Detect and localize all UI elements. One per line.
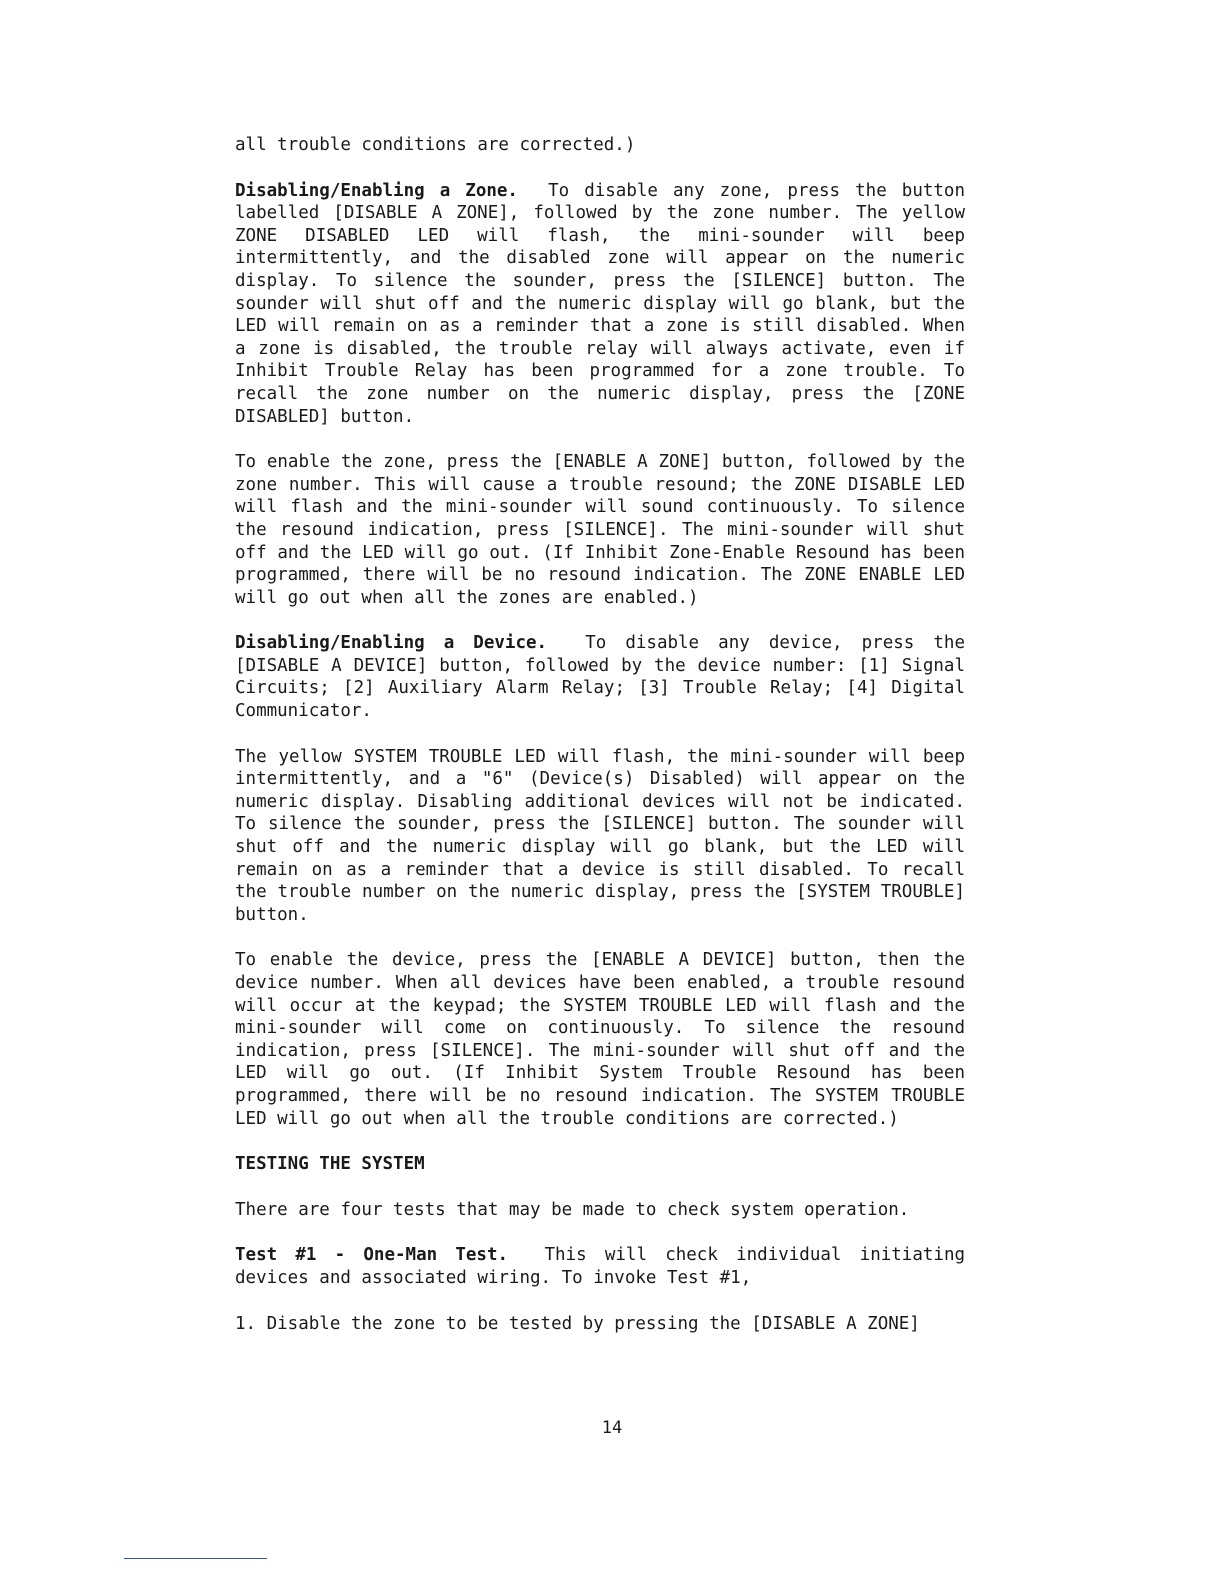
page-number: 14 — [601, 1418, 623, 1438]
paragraph-test-1 — [235, 1244, 965, 1289]
list-item-step-1: 1. Disable the zone to be tested by pressing the [DISABLE A ZONE] — [235, 1313, 920, 1334]
document-body — [235, 134, 965, 1358]
paragraph-four-tests: There are four tests that may be made to check system operation. — [235, 1199, 910, 1220]
footnote-rule — [124, 1558, 267, 1559]
paragraph-enable-device: To enable the device, press the [ENABLE A DEVICE] button, then the device number. When all devices have been enabled, a trouble resound will occur at the keypad; the SYSTEM TROUBLE LED will flash and the mini-sounder will come on continuously. To silence the resound indication, press [SILENCE]. The mini-sounder will shut off and the LED will go out. (If Inhibit System Trouble Resound has been programmed, there will be no resound indication. The SYSTEM TROUBLE LED will go out when all the trouble conditions are corrected.) — [235, 950, 965, 1129]
paragraph-disabling-zone — [235, 180, 965, 429]
runin-heading-device: Disabling/Enabling a Device. — [235, 633, 548, 654]
paragraph-disabling-device — [235, 632, 965, 722]
paragraph-device-trouble: The yellow SYSTEM TROUBLE LED will flash, the mini-sounder will beep intermittently, and a "6" (Device(s) Disabled) will appear on the numeric display. Disabling additional devices will not be indicated. To silence the sounder, press the [SILENCE] button. The sounder will shut off and the numeric display will go blank, but the LED will remain on as a reminder that a device is still disabled. To recall the trouble number on the numeric display, press the [SYSTEM TROUBLE] button. — [235, 746, 965, 925]
paragraph-continuation: all trouble conditions are corrected.) — [235, 135, 636, 155]
paragraph-text: This will check individual initiating devices and associated wiring. To invoke Test #1, — [235, 1245, 966, 1288]
paragraph-text: To disable any device, press the [DISABLE A DEVICE] button, followed by the device number: [1] Signal Circuits; [2] Auxiliary Alarm Relay; [3] Trouble Relay; [4] Digital Communicator. — [235, 633, 965, 722]
paragraph-enable-zone: To enable the zone, press the [ENABLE A ZONE] button, followed by the zone number. This will cause a trouble resound; the ZONE DISABLE LED will flash and the mini-sounder will sound continuously. To silence the resound indication, press [SILENCE]. The mini-sounder will shut off and the LED will go out. (If Inhibit Zone-Enable Resound has been programmed, there will be no resound indication. The ZONE ENABLE LED will go out when all the zones are enabled.) — [235, 452, 965, 608]
section-heading-testing: TESTING THE SYSTEM — [235, 1154, 425, 1175]
paragraph-text: To disable any zone, press the button labelled [DISABLE A ZONE], followed by the zone number. The yellow ZONE DISABLED LED will flash, the mini-sounder will beep intermittently, and the disabled zone will appear on the numeric display. To silence the sounder, press the [SILENCE] button. The sounder will shut off and the numeric display will go blank, but the LED will remain on as a reminder that a zone is still disabled. When a zone is disabled, the trouble relay will always activate, even if Inhibit Trouble Relay has been programmed for a zone trouble. To recall the zone number on the numeric display, press the [ZONE DISABLED] button. — [235, 180, 965, 427]
runin-heading-test-1: Test #1 - One-Man Test. — [235, 1245, 509, 1266]
runin-heading-zone: Disabling/Enabling a Zone. — [235, 180, 518, 201]
